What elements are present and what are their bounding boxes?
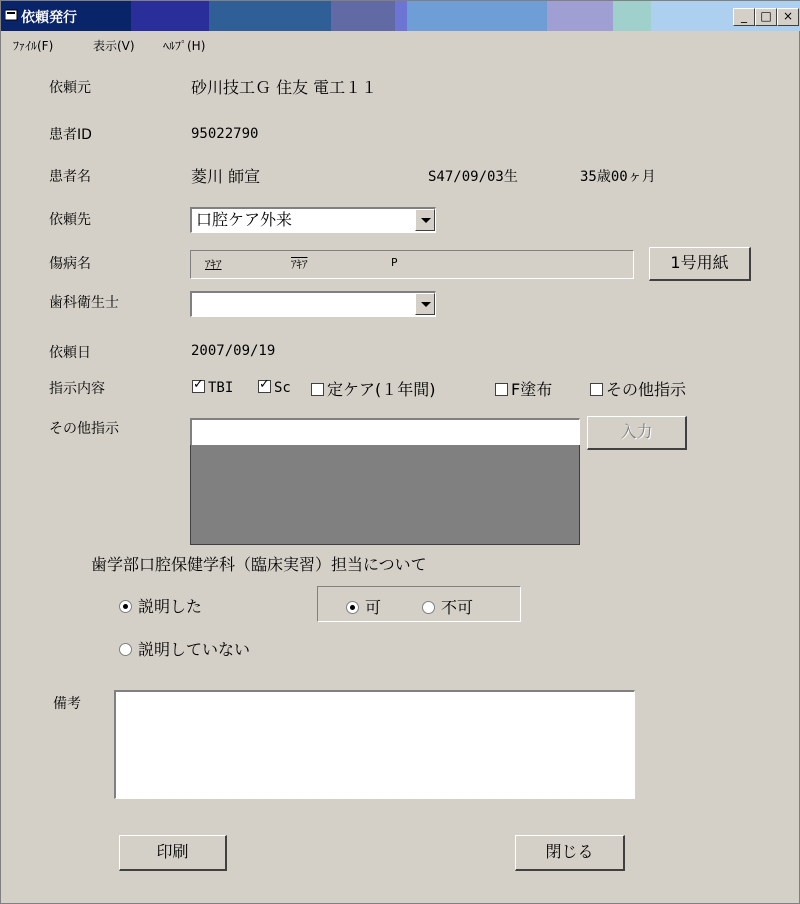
title-bar[interactable] xyxy=(1,1,800,31)
other-instructions-list[interactable] xyxy=(190,445,580,545)
instruction-regular-care[interactable]: 定ケア(１年間) xyxy=(311,377,436,400)
patient-name-label: 患者名 xyxy=(49,169,91,185)
input-button[interactable] xyxy=(587,416,687,450)
disease-item: P xyxy=(391,256,398,269)
deny-option[interactable]: 不可 xyxy=(422,595,473,618)
instruction-other[interactable]: その他指示 xyxy=(590,377,686,400)
disease-item: ｱｷｱ xyxy=(291,258,308,271)
remarks-textarea[interactable] xyxy=(114,690,635,799)
disease-item: ｱｷｱ xyxy=(205,258,222,271)
maximize-icon: □ xyxy=(760,9,772,23)
checkbox-fluoride[interactable] xyxy=(495,383,508,396)
menu-help[interactable]: ﾍﾙﾌﾟ(H) xyxy=(163,39,206,53)
radio-allow[interactable] xyxy=(346,601,359,614)
disease-label: 傷病名 xyxy=(49,256,91,272)
other-instructions-input[interactable] xyxy=(190,418,580,446)
hygienist-select[interactable] xyxy=(190,291,436,317)
request-date-value: 2007/09/19 xyxy=(191,343,276,359)
menu-bar xyxy=(1,33,800,55)
instructions-label: 指示内容 xyxy=(49,381,105,397)
clinical-heading: 歯学部口腔保健学科（臨床実習）担当について xyxy=(91,555,427,574)
maximize-button[interactable] xyxy=(755,8,777,26)
patient-id-label: 患者ID xyxy=(49,127,92,143)
explained-option[interactable]: 説明した xyxy=(119,594,202,617)
other-instructions-label: その他指示 xyxy=(49,421,119,437)
chevron-down-icon[interactable] xyxy=(415,209,435,231)
destination-label: 依頼先 xyxy=(49,212,91,228)
requester-value: 砂川技工Ｇ 住友 電工１１ xyxy=(191,78,378,97)
close-button[interactable] xyxy=(515,835,625,871)
radio-deny[interactable] xyxy=(422,601,435,614)
checkbox-tbi[interactable] xyxy=(192,380,205,393)
checkbox-other[interactable] xyxy=(590,383,603,396)
requester-label: 依頼元 xyxy=(49,80,91,96)
minimize-icon: _ xyxy=(741,9,747,23)
request-date-label: 依頼日 xyxy=(49,345,91,361)
hygienist-label: 歯科衛生士 xyxy=(49,295,119,311)
instruction-fluoride[interactable]: F塗布 xyxy=(495,377,552,400)
print-button-label: 印刷 xyxy=(156,842,189,861)
patient-id-value: 95022790 xyxy=(191,126,259,142)
not-explained-option[interactable]: 説明していない xyxy=(119,637,250,660)
form1-button[interactable] xyxy=(649,247,751,281)
remarks-label: 備考 xyxy=(53,696,81,712)
minimize-button[interactable] xyxy=(733,8,755,26)
radio-not-explained[interactable] xyxy=(119,643,132,656)
destination-value: 口腔ケア外来 xyxy=(196,210,293,229)
close-icon: × xyxy=(782,9,794,23)
birth-date: S47/09/03生 xyxy=(428,169,518,185)
app-icon xyxy=(5,8,19,22)
print-button[interactable] xyxy=(119,835,227,871)
close-window-button[interactable] xyxy=(777,8,799,26)
allow-option[interactable]: 可 xyxy=(346,595,381,618)
disease-field xyxy=(190,250,634,279)
patient-name-value: 菱川 師宣 xyxy=(191,167,261,186)
patient-age: 35歳00ヶ月 xyxy=(580,169,656,185)
instruction-sc[interactable]: ✓ Sc xyxy=(258,377,291,396)
input-button-label: 入力 xyxy=(620,422,653,441)
menu-file[interactable]: ﾌｧｲﾙ(F) xyxy=(13,39,54,53)
window-title: 依頼発行 xyxy=(21,10,77,26)
chevron-down-icon[interactable] xyxy=(415,293,435,315)
menu-view[interactable]: 表示(V) xyxy=(93,39,135,53)
close-button-label: 閉じる xyxy=(545,842,594,861)
checkbox-sc[interactable] xyxy=(258,380,271,393)
destination-select[interactable] xyxy=(190,207,436,233)
radio-explained[interactable] xyxy=(119,600,132,613)
instruction-tbi[interactable]: ✓ TBI xyxy=(192,377,233,396)
form1-button-label: 1号用紙 xyxy=(670,253,729,272)
checkbox-regular-care[interactable] xyxy=(311,383,324,396)
permission-group xyxy=(317,586,521,622)
